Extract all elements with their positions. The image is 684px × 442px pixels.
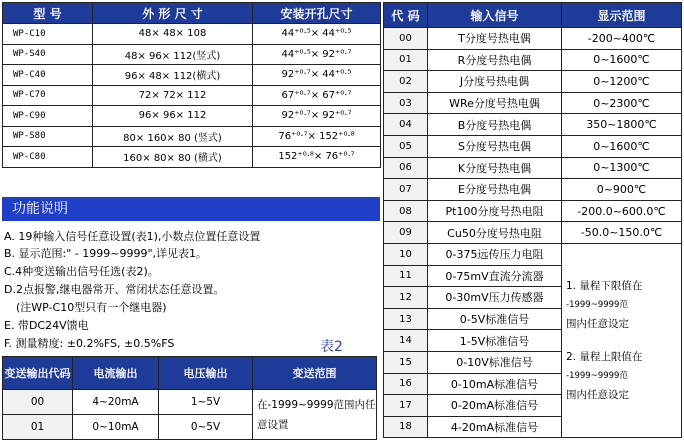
feature-item-c: C.4种变送输出信号任选(表2)。 bbox=[4, 265, 159, 278]
code-cell: 08 bbox=[384, 200, 428, 222]
signal-cell: 0-5V标准信号 bbox=[428, 308, 562, 330]
signal-cell: Cu50分度号热电阻 bbox=[428, 222, 562, 244]
dimension-cell: 48× 96× 112(竖式) bbox=[93, 44, 253, 65]
code-cell: 16 bbox=[384, 373, 428, 395]
table-row bbox=[384, 71, 682, 93]
models-table bbox=[2, 2, 381, 168]
dimension-cell: 80× 160× 80 (竖式) bbox=[93, 126, 253, 147]
table-row bbox=[384, 92, 682, 114]
range-note-1a: 1. 量程下限值在 bbox=[566, 279, 643, 292]
feature-item-e: E. 带DC24V馈电 bbox=[4, 319, 89, 332]
signal-cell: J分度号热电偶 bbox=[428, 71, 562, 93]
range-cell: 0~900℃ bbox=[562, 179, 682, 201]
cutout-cell: 152⁺⁰·⁸× 76⁺⁰·⁷ bbox=[253, 147, 381, 168]
signal-cell: R分度号热电偶 bbox=[428, 49, 562, 71]
signal-cell: K分度号热电偶 bbox=[428, 157, 562, 179]
code-cell: 00 bbox=[3, 390, 73, 415]
code-cell: 01 bbox=[384, 49, 428, 71]
table-row bbox=[384, 179, 682, 201]
table-row bbox=[384, 114, 682, 136]
signal-cell: E分度号热电偶 bbox=[428, 179, 562, 201]
dimension-cell: 96× 48× 112(横式) bbox=[93, 65, 253, 86]
range-cell: 0~1600℃ bbox=[562, 135, 682, 157]
table-row bbox=[3, 126, 381, 147]
model-cell: WP-C10 bbox=[3, 24, 93, 45]
code-cell: 17 bbox=[384, 395, 428, 417]
signal-cell: 0-75mV直流分流器 bbox=[428, 265, 562, 287]
range-note bbox=[562, 243, 682, 437]
dimension-cell: 160× 80× 80 (横式) bbox=[93, 147, 253, 168]
cutout-cell: 92⁺⁰·⁷× 92⁺⁰·⁷ bbox=[253, 106, 381, 127]
model-cell: WP-C70 bbox=[3, 85, 93, 106]
range-cell: -200.0~600.0℃ bbox=[562, 200, 682, 222]
current-cell: 0~10mA bbox=[73, 415, 159, 440]
output-table-header bbox=[3, 357, 377, 390]
table-row bbox=[3, 85, 381, 106]
range-note-1c: 围内任意设定 bbox=[566, 317, 629, 330]
code-cell: 14 bbox=[384, 330, 428, 352]
code-cell: 06 bbox=[384, 157, 428, 179]
model-cell: WP-C40 bbox=[3, 65, 93, 86]
cutout-cell: 76⁺⁰·⁷× 152⁺⁰·⁸ bbox=[253, 126, 381, 147]
cutout-cell: 44⁺⁰·⁵× 44⁺⁰·⁵ bbox=[253, 24, 381, 45]
code-cell: 15 bbox=[384, 351, 428, 373]
range-cell: -200~400℃ bbox=[562, 28, 682, 50]
table-row bbox=[3, 106, 381, 127]
feature-item-a: A. 19种输入信号任意设置(表1),小数点位置任意设置 bbox=[4, 230, 261, 243]
features-title: 功能说明 bbox=[2, 197, 380, 221]
header-transmit-range: 变送范围 bbox=[253, 357, 377, 390]
voltage-cell: 0~5V bbox=[159, 415, 253, 440]
signal-cell: WRe分度号热电偶 bbox=[428, 92, 562, 114]
header-current-output: 电流输出 bbox=[73, 357, 159, 390]
dimension-cell: 48× 48× 108 bbox=[93, 24, 253, 45]
range-note-2a: 2. 量程上限值在 bbox=[566, 350, 643, 363]
table-row bbox=[384, 222, 682, 244]
signal-cell: T分度号热电偶 bbox=[428, 28, 562, 50]
signal-cell: 0-10mA标准信号 bbox=[428, 373, 562, 395]
code-cell: 01 bbox=[3, 415, 73, 440]
header-cutout: 安装开孔尺寸 bbox=[253, 3, 381, 24]
code-cell: 10 bbox=[384, 243, 428, 265]
range-cell: 0~1200℃ bbox=[562, 71, 682, 93]
code-cell: 00 bbox=[384, 28, 428, 50]
feature-item-f: F. 测量精度: ±0.2%FS, ±0.5%FS bbox=[4, 337, 175, 350]
code-cell: 18 bbox=[384, 416, 428, 438]
signal-cell: 4-20mA标准信号 bbox=[428, 416, 562, 438]
header-display-range: 显示范围 bbox=[562, 3, 682, 28]
feature-item-note: (注WP-C10型只有一个继电器) bbox=[16, 301, 167, 314]
cutout-cell: 92⁺⁰·⁷× 44⁺⁰·⁵ bbox=[253, 65, 381, 86]
header-input-signal: 输入信号 bbox=[428, 3, 562, 28]
table-row bbox=[3, 24, 381, 45]
signal-table-header bbox=[384, 3, 682, 28]
header-output-code: 变送输出代码 bbox=[3, 357, 73, 390]
cutout-cell: 44⁺⁰·⁵× 92⁺⁰·⁷ bbox=[253, 44, 381, 65]
signal-cell: B分度号热电偶 bbox=[428, 114, 562, 136]
range-cell: 350~1800℃ bbox=[562, 114, 682, 136]
signal-cell: 0-375远传压力电阻 bbox=[428, 243, 562, 265]
code-cell: 03 bbox=[384, 92, 428, 114]
table-row bbox=[3, 65, 381, 86]
code-cell: 11 bbox=[384, 265, 428, 287]
signal-cell: 1-5V标准信号 bbox=[428, 330, 562, 352]
signal-table bbox=[383, 2, 682, 438]
feature-item-b: B. 显示范围:" - 1999~9999",详见表1。 bbox=[4, 247, 208, 260]
table-row bbox=[384, 28, 682, 50]
signal-cell: 0-20mA标准信号 bbox=[428, 395, 562, 417]
header-model: 型 号 bbox=[3, 3, 93, 24]
model-cell: WP-C80 bbox=[3, 147, 93, 168]
range-cell: 0~2300℃ bbox=[562, 92, 682, 114]
model-cell: WP-C90 bbox=[3, 106, 93, 127]
table-row bbox=[384, 243, 682, 265]
code-cell: 13 bbox=[384, 308, 428, 330]
range-cell: -50.0~150.0℃ bbox=[562, 222, 682, 244]
voltage-cell: 1~5V bbox=[159, 390, 253, 415]
range-cell: 0~1300℃ bbox=[562, 157, 682, 179]
signal-cell: Pt100分度号热电阻 bbox=[428, 200, 562, 222]
range-note-2b: -1999~9999范 bbox=[566, 370, 628, 381]
cutout-cell: 67⁺⁰·⁷× 67⁺⁰·⁷ bbox=[253, 85, 381, 106]
dimension-cell: 72× 72× 112 bbox=[93, 85, 253, 106]
signal-cell: S分度号热电偶 bbox=[428, 135, 562, 157]
header-dimensions: 外 形 尺 寸 bbox=[93, 3, 253, 24]
feature-item-d: D.2点报警,继电器常开、常闭状态任意设置。 bbox=[4, 283, 225, 296]
model-cell: WP-S80 bbox=[3, 126, 93, 147]
table2-label: 表2 bbox=[320, 339, 343, 355]
code-cell: 12 bbox=[384, 287, 428, 309]
current-cell: 4~20mA bbox=[73, 390, 159, 415]
header-code: 代 码 bbox=[384, 3, 428, 28]
signal-cell: 0-30mV压力传感器 bbox=[428, 287, 562, 309]
output-table bbox=[2, 356, 377, 440]
table-row bbox=[384, 135, 682, 157]
table-row bbox=[384, 49, 682, 71]
code-cell: 05 bbox=[384, 135, 428, 157]
table-row bbox=[3, 44, 381, 65]
code-cell: 02 bbox=[384, 71, 428, 93]
table-row bbox=[3, 390, 377, 415]
header-voltage-output: 电压输出 bbox=[159, 357, 253, 390]
code-cell: 09 bbox=[384, 222, 428, 244]
range-note-2c: 围内任意设定 bbox=[566, 388, 629, 401]
signal-cell: 0-10V标准信号 bbox=[428, 351, 562, 373]
transmit-range-cell: 在-1999~9999范围内任意设置 bbox=[253, 390, 377, 440]
table-row bbox=[384, 157, 682, 179]
models-table-header bbox=[3, 3, 381, 24]
table-row bbox=[384, 200, 682, 222]
range-cell: 0~1600℃ bbox=[562, 49, 682, 71]
model-cell: WP-S40 bbox=[3, 44, 93, 65]
dimension-cell: 96× 96× 112 bbox=[93, 106, 253, 127]
code-cell: 04 bbox=[384, 114, 428, 136]
table-row bbox=[3, 147, 381, 168]
range-note-1b: -1999~9999范 bbox=[566, 299, 628, 310]
code-cell: 07 bbox=[384, 179, 428, 201]
